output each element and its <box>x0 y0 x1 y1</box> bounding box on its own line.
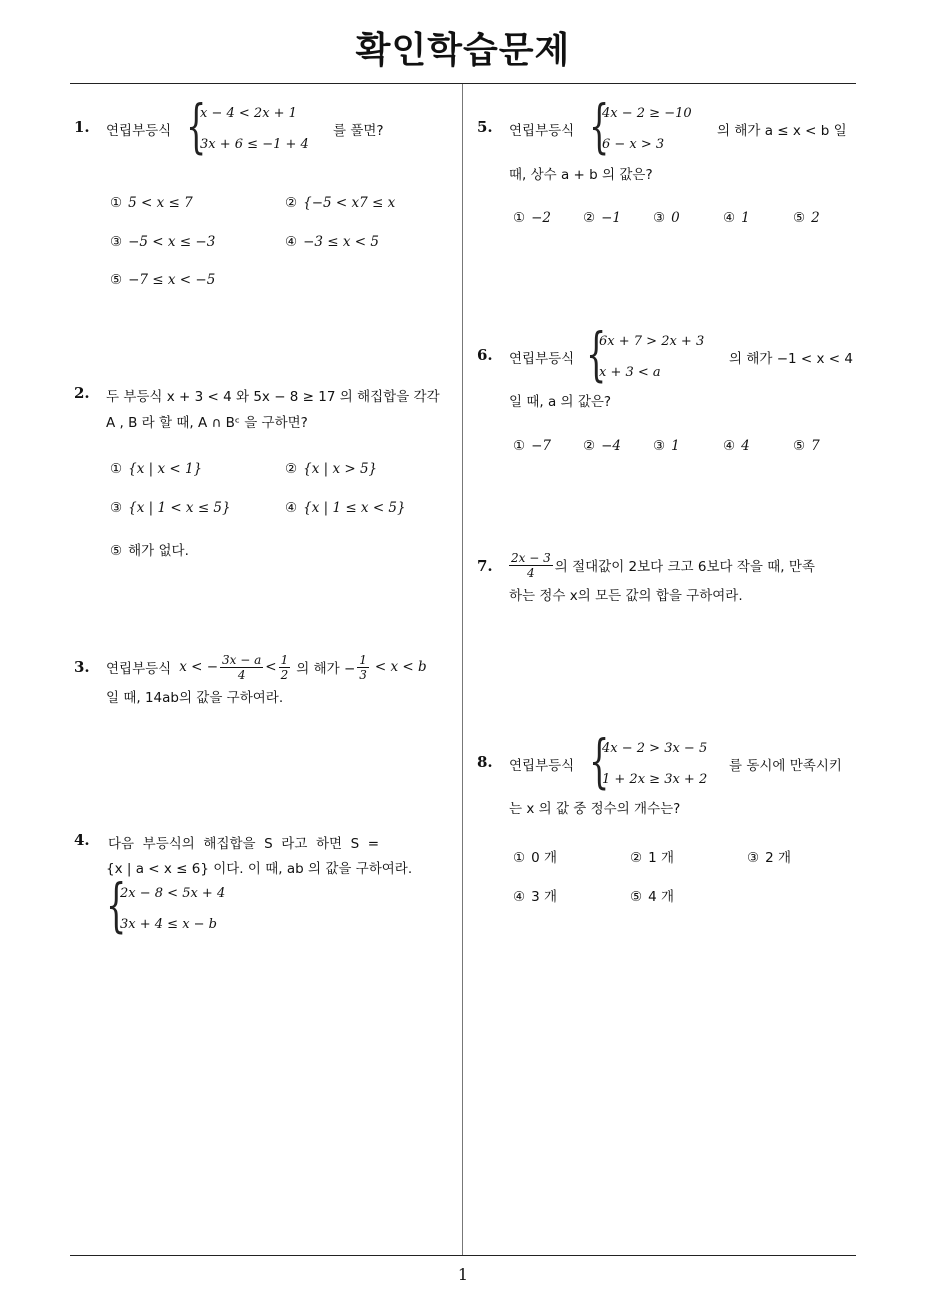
system-line-1: 4x − 2 > 3x − 5 <box>602 741 708 756</box>
problem-number: 5. <box>477 118 493 136</box>
choice-mark: ③ <box>653 210 666 226</box>
problem-prefix: 연립부등식 <box>509 758 575 774</box>
choice-2[interactable] <box>285 461 377 477</box>
system-brace: { <box>589 727 610 795</box>
problem-suffix: 를 동시에 만족시키 <box>729 758 842 774</box>
choice-mark: ② <box>285 195 298 211</box>
choice-value: {x | 1 < x ≤ 5} <box>128 500 231 516</box>
choice-5[interactable] <box>110 539 189 559</box>
system-line-2: 6 − x > 3 <box>602 137 665 152</box>
choice-1[interactable] <box>513 210 551 226</box>
problem-number: 7. <box>477 557 493 575</box>
fraction <box>357 653 369 682</box>
inequality-tail: < x < b <box>374 659 427 675</box>
problem-number: 6. <box>477 346 493 364</box>
system-brace: { <box>589 92 610 160</box>
problem-number: 1. <box>74 118 90 136</box>
choice-value: −5 < x ≤ −3 <box>128 234 216 250</box>
choice-1[interactable] <box>110 195 193 211</box>
problem-text-line-1: 두 부등식 x + 3 < 4 와 5x − 8 ≥ 17 의 해집합을 각각 <box>106 389 440 405</box>
choice-value: 3 개 <box>531 889 558 905</box>
choice-mark: ① <box>513 850 526 866</box>
choice-value: 해가 없다. <box>128 543 189 559</box>
top-rule <box>70 83 856 84</box>
page-title: 확인학습문제 <box>355 30 571 71</box>
choice-mark: ① <box>513 438 526 454</box>
choice-mark: ⑤ <box>793 438 806 454</box>
system-brace: { <box>186 92 207 160</box>
fraction-denominator: 4 <box>527 565 535 580</box>
choice-mark: ① <box>110 195 123 211</box>
fraction <box>509 551 553 580</box>
problem-text-line-2: A , B 라 할 때, A ∩ Bᶜ 을 구하면? <box>106 415 308 431</box>
choice-value: 4 개 <box>648 889 675 905</box>
choice-2[interactable] <box>630 846 674 866</box>
problem-number: 3. <box>74 658 90 676</box>
choice-value: 1 <box>741 210 750 226</box>
fraction-denominator: 4 <box>237 667 246 682</box>
choice-mark: ③ <box>747 850 760 866</box>
choice-value: 4 <box>741 438 750 454</box>
choice-value: 1 <box>671 438 680 454</box>
choice-4[interactable] <box>723 210 750 226</box>
choice-value: {x | x < 1} <box>128 461 203 477</box>
choice-value: 1 개 <box>648 850 675 866</box>
choice-4[interactable] <box>285 500 406 516</box>
bottom-rule <box>70 1255 856 1256</box>
system-line-1: 2x − 8 < 5x + 4 <box>120 886 226 901</box>
less-than: < <box>265 659 277 675</box>
problem-text-line-1 <box>507 547 815 583</box>
choice-mark: ③ <box>110 234 123 250</box>
choice-2[interactable] <box>583 438 621 454</box>
fraction-numerator: 1 <box>359 652 367 667</box>
choice-mark: ④ <box>285 500 298 516</box>
problem-text-line-2: 일 때, a 의 값은? <box>509 394 612 410</box>
choice-1[interactable] <box>513 438 551 454</box>
problem-prefix: 연립부등식 <box>106 123 172 139</box>
choice-mark: ④ <box>285 234 298 250</box>
choice-1[interactable] <box>513 846 557 866</box>
choice-value: 7 <box>811 438 820 454</box>
system-brace: { <box>106 871 127 939</box>
problem-number: 8. <box>477 753 493 771</box>
problem-prefix: 연립부등식 <box>509 351 575 367</box>
choice-5[interactable] <box>793 438 820 454</box>
choice-value: −7 ≤ x < −5 <box>128 272 216 288</box>
choice-5[interactable] <box>110 272 215 288</box>
choice-mark: ③ <box>653 438 666 454</box>
fraction <box>279 653 291 682</box>
problem-number: 2. <box>74 384 90 402</box>
choice-2[interactable] <box>285 195 395 211</box>
choice-value: 0 <box>671 210 680 226</box>
choice-mark: ① <box>513 210 526 226</box>
choice-value: −2 <box>531 210 552 226</box>
problem-text-line-2: 하는 정수 x의 모든 값의 합을 구하여라. <box>509 588 743 604</box>
column-divider <box>462 84 463 1256</box>
system-line-2: x + 3 < a <box>599 365 661 380</box>
choice-value: 2 개 <box>765 850 792 866</box>
system-line-1: x − 4 < 2x + 1 <box>200 106 297 121</box>
choice-mark: ② <box>285 461 298 477</box>
choice-3[interactable] <box>110 234 215 250</box>
choice-mark: ④ <box>723 438 736 454</box>
system-line-1: 6x + 7 > 2x + 3 <box>599 334 705 349</box>
problem-text-line-1: 다음 부등식의 해집합을 S 라고 하면 S = <box>108 836 380 852</box>
choice-3[interactable] <box>653 210 680 226</box>
choice-1[interactable] <box>110 461 202 477</box>
choice-5[interactable] <box>793 210 820 226</box>
choice-mark: ② <box>630 850 643 866</box>
system-line-2: 3x + 6 ≤ −1 + 4 <box>200 137 309 152</box>
choice-3[interactable] <box>747 846 791 866</box>
choice-mark: ④ <box>513 889 526 905</box>
system-line-2: 3x + 4 ≤ x − b <box>120 917 217 932</box>
problem-suffix: 를 풀면? <box>333 123 384 139</box>
inequality-left: x < − <box>179 659 219 675</box>
choice-mark: ⑤ <box>110 272 123 288</box>
problem-text-line-2: 는 x 의 값 중 정수의 개수는? <box>509 801 681 817</box>
choice-3[interactable] <box>653 438 680 454</box>
choice-value: {x | 1 ≤ x < 5} <box>303 500 406 516</box>
choice-value: −1 <box>601 210 622 226</box>
problem-suffix: 의 해가 −1 < x < 4 <box>729 351 853 367</box>
problem-prefix: 연립부등식 <box>106 661 172 677</box>
fraction-denominator: 3 <box>359 667 367 682</box>
choice-value: 0 개 <box>531 850 558 866</box>
problem-text: 의 절대값이 2보다 크고 6보다 작을 때, 만족 <box>554 559 815 575</box>
problem-prefix: 연립부등식 <box>509 123 575 139</box>
problem-text-line-1 <box>106 648 427 686</box>
problem-text-line-2: 때, 상수 a + b 의 값은? <box>509 167 653 183</box>
choice-value: −4 <box>601 438 622 454</box>
problem-mid-text: 의 해가 − <box>296 661 356 677</box>
choice-4[interactable] <box>513 885 557 905</box>
choice-mark: ⑤ <box>110 543 123 559</box>
system-brace: { <box>586 320 607 388</box>
choice-value: {x | x > 5} <box>303 461 378 477</box>
fraction-numerator: 3x − a <box>222 652 262 667</box>
choice-value: 2 <box>811 210 820 226</box>
choice-mark: ② <box>583 210 596 226</box>
choice-4[interactable] <box>723 438 750 454</box>
choice-value: {−5 < x7 ≤ x <box>303 195 396 211</box>
problem-text-line-2: 일 때, 14ab의 값을 구하여라. <box>106 690 284 706</box>
problem-number: 4. <box>74 831 90 849</box>
choice-2[interactable] <box>583 210 621 226</box>
fraction <box>220 653 263 682</box>
fraction-numerator: 1 <box>280 652 289 667</box>
choice-5[interactable] <box>630 885 674 905</box>
choice-mark: ⑤ <box>630 889 643 905</box>
choice-value: −3 ≤ x < 5 <box>303 234 380 250</box>
fraction-numerator: 2x − 3 <box>511 550 551 565</box>
choice-mark: ④ <box>723 210 736 226</box>
system-line-2: 1 + 2x ≥ 3x + 2 <box>602 772 708 787</box>
choice-mark: ① <box>110 461 123 477</box>
choice-3[interactable] <box>110 500 231 516</box>
system-line-1: 4x − 2 ≥ −10 <box>602 106 692 121</box>
page-number: 1 <box>457 1265 469 1284</box>
fraction-denominator: 2 <box>280 667 289 682</box>
choice-mark: ② <box>583 438 596 454</box>
choice-mark: ⑤ <box>793 210 806 226</box>
problem-text-line-2: {x | a < x ≤ 6} 이다. 이 때, ab 의 값을 구하여라. <box>106 861 413 877</box>
choice-mark: ③ <box>110 500 123 516</box>
choice-4[interactable] <box>285 234 379 250</box>
problem-suffix: 의 해가 a ≤ x < b 일 <box>717 123 847 139</box>
choice-value: −7 <box>531 438 552 454</box>
choice-value: 5 < x ≤ 7 <box>128 195 193 211</box>
